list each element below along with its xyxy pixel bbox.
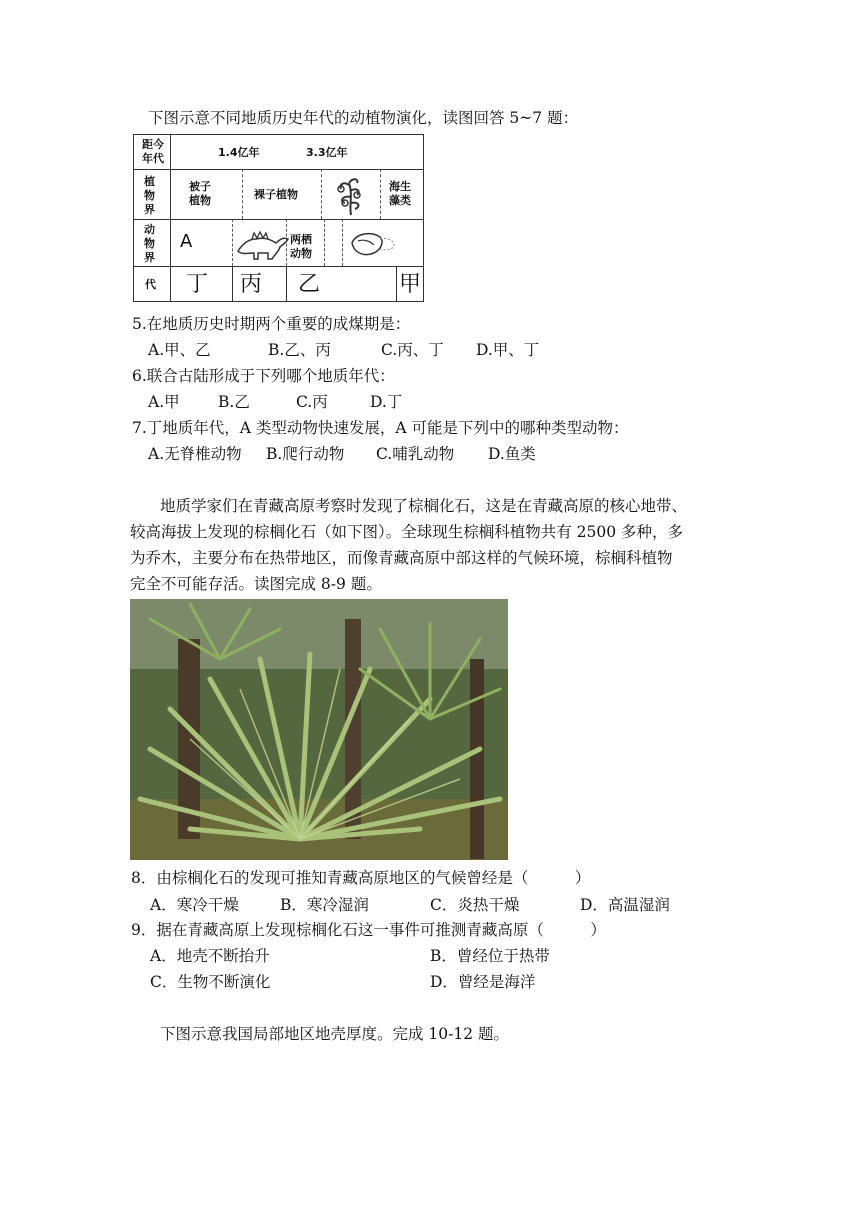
question-9-options-row-2 bbox=[150, 972, 535, 992]
era-bing: 丙 bbox=[240, 272, 263, 297]
q9-option-a[interactable]: A．地壳不断抬升 bbox=[150, 947, 270, 965]
dinosaur-icon bbox=[234, 225, 290, 263]
question-8-options bbox=[150, 895, 670, 915]
fish-shell-icon bbox=[348, 229, 398, 259]
q8-option-a[interactable]: A．寒冷干燥 bbox=[150, 896, 239, 914]
plant-seaweed: 海生藻类 bbox=[389, 180, 411, 207]
passage-line-3: 为乔木，主要分布在热带地区，而像青藏高原中部这样的气候环境，棕榈科植物 bbox=[130, 549, 673, 567]
q5-option-b[interactable]: B.乙、丙 bbox=[268, 341, 331, 359]
question-5-options bbox=[148, 340, 539, 360]
passage-line-1: 地质学家们在青藏高原考察时发现了棕榈化石，这是在青藏高原的核心地带、 bbox=[160, 497, 688, 515]
row-label-era: 代 bbox=[145, 278, 156, 291]
fern-plant-icon bbox=[329, 173, 373, 217]
passage-line-4: 完全不可能存活。读图完成 8-9 题。 bbox=[130, 575, 382, 593]
q6-option-a[interactable]: A.甲 bbox=[148, 393, 180, 411]
era-ding: 丁 bbox=[186, 272, 209, 297]
question-9-stem: 9．据在青藏高原上发现棕榈化石这一事件可推测青藏高原（ ） bbox=[131, 921, 606, 939]
palm-tree-photo bbox=[130, 599, 508, 860]
q7-option-d[interactable]: D.鱼类 bbox=[488, 445, 536, 463]
question-6-stem: 6.联合古陆形成于下列哪个地质年代： bbox=[132, 367, 395, 385]
era-jia: 甲 bbox=[399, 272, 422, 297]
q9-option-b[interactable]: B．曾经位于热带 bbox=[430, 947, 550, 965]
time-mark-1-4: 1.4亿年 bbox=[218, 146, 260, 159]
palm-leaves-illustration bbox=[130, 599, 508, 860]
q9-option-d[interactable]: D．曾经是海洋 bbox=[430, 973, 536, 991]
question-8-stem: 8．由棕榈化石的发现可推知青藏高原地区的气候曾经是（ ） bbox=[131, 869, 591, 887]
question-5-stem: 5.在地质历史时期两个重要的成煤期是： bbox=[132, 315, 411, 333]
intro-5-7: 下图示意不同地质历史年代的动植物演化，读图回答 5~7 题： bbox=[148, 109, 579, 127]
question-7-options bbox=[148, 444, 536, 464]
row-label-animals: 动物界 bbox=[144, 223, 155, 264]
q9-option-c[interactable]: C．生物不断演化 bbox=[150, 973, 271, 991]
q5-option-d[interactable]: D.甲、丁 bbox=[476, 341, 540, 359]
q6-option-c[interactable]: C.丙 bbox=[296, 393, 328, 411]
question-9-options-row-1 bbox=[150, 946, 550, 966]
geology-evolution-table bbox=[133, 134, 424, 302]
q8-option-c[interactable]: C．炎热干燥 bbox=[430, 896, 520, 914]
q7-option-c[interactable]: C.哺乳动物 bbox=[376, 445, 455, 463]
q7-option-a[interactable]: A.无脊椎动物 bbox=[148, 445, 242, 463]
q8-option-d[interactable]: D．高温湿润 bbox=[580, 896, 670, 914]
row-label-years: 距今年代 bbox=[142, 138, 164, 165]
animal-amphibian: 两栖动物 bbox=[290, 233, 312, 260]
question-6-options bbox=[148, 392, 402, 412]
animal-a-label: A bbox=[180, 231, 193, 252]
q6-option-d[interactable]: D.丁 bbox=[370, 393, 403, 411]
intro-10-12: 下图示意我国局部地区地壳厚度。完成 10-12 题。 bbox=[160, 1025, 510, 1043]
row-label-plants: 植物界 bbox=[144, 175, 155, 216]
q6-option-b[interactable]: B.乙 bbox=[218, 393, 250, 411]
q8-option-b[interactable]: B．寒冷湿润 bbox=[280, 896, 369, 914]
q5-option-a[interactable]: A.甲、乙 bbox=[148, 341, 211, 359]
era-yi: 乙 bbox=[298, 272, 321, 297]
q5-option-c[interactable]: C.丙、丁 bbox=[381, 341, 444, 359]
passage-line-2: 较高海拔上发现的棕榈化石（如下图）。全球现生棕榈科植物共有 2500 多种，多 bbox=[130, 523, 684, 541]
plant-gymnosperm: 裸子植物 bbox=[254, 188, 298, 201]
plant-angiosperm: 被子植物 bbox=[189, 180, 211, 207]
question-7-stem: 7.丁地质年代，A 类型动物快速发展，A 可能是下列中的哪种类型动物： bbox=[132, 419, 629, 437]
q7-option-b[interactable]: B.爬行动物 bbox=[266, 445, 345, 463]
time-mark-3-3: 3.3亿年 bbox=[306, 146, 348, 159]
